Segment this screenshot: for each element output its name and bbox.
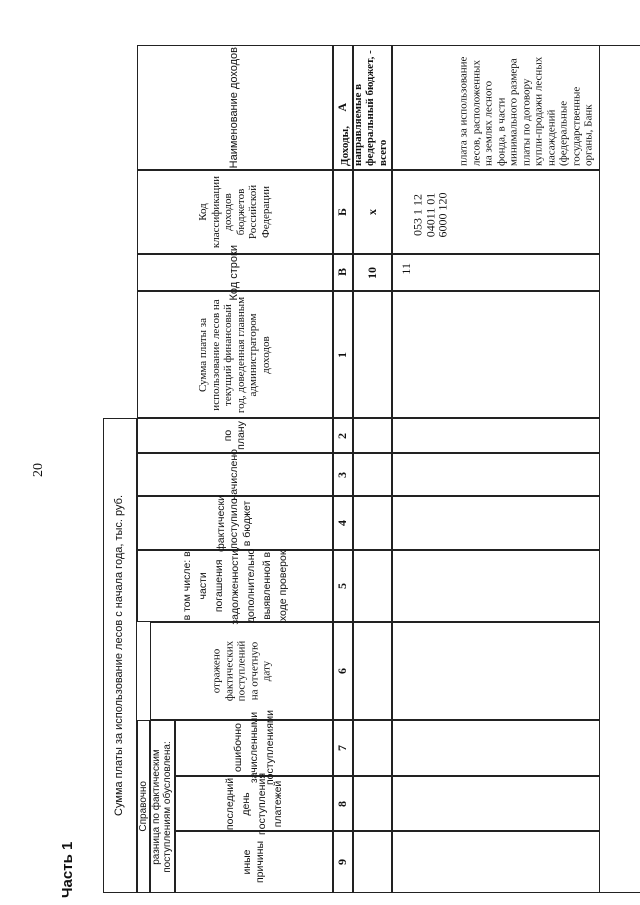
header-col3: начислено [137,453,333,496]
index-cell-6: 6 [333,622,353,720]
row2-c8 [392,776,600,831]
index-cell-7: 7 [333,720,353,776]
row1-rowcode-cell: 10 [353,254,392,291]
row1-code-cell: x [353,170,392,254]
header-col4: фактически поступило в бюджет [137,496,333,550]
header-code [137,170,333,254]
header-name: Наименование доходов [137,45,333,170]
header-diff: разница по фактическим поступлениям обусловлена: [150,720,175,893]
row1-c7 [353,720,392,776]
row2-c9 [392,831,600,893]
index-cell-v: В [333,254,353,291]
index-cell-4: 4 [333,496,353,550]
row1-c5 [353,550,392,622]
index-cell-9: 9 [333,831,353,893]
header-col6: отражено фактических поступлений на отчетную дату [150,622,333,720]
row2-c2 [392,418,600,453]
index-cell-b: Б [333,170,353,254]
row2-c4 [392,496,600,550]
row2-c3 [392,453,600,496]
index-cell-8: 8 [333,776,353,831]
row2-c5 [392,550,600,622]
header-col7: ошибочно зачисленными поступлениями [175,720,333,776]
index-cell-2: 2 [333,418,353,453]
header-row-code: Код строки [137,254,333,291]
index-cell-1: 1 [333,291,353,418]
row1-c3 [353,453,392,496]
header-group: Сумма платы за использование лесов с начала года, тыс. руб. [103,418,137,893]
row1-c2 [353,418,392,453]
row1-c8 [353,776,392,831]
page-number: 20 [31,463,46,477]
index-cell-5: 5 [333,550,353,622]
row1-c1 [353,291,392,418]
row2-c6 [392,622,600,720]
index-cell-a: А [333,45,353,170]
header-col5: в том числе: в части погашения задолженности, дополнительно выявленной в ходе проверок [137,550,333,622]
header-col2: по плану [137,418,333,453]
row1-c6 [353,622,392,720]
row2-rowcode-cell: 11 [392,254,600,291]
header-ref: Справочно [137,720,150,893]
header-col8: последний день поступления платежей [175,776,333,831]
row2-code-cell: 053 1 12 04011 01 6000 120 [392,170,600,254]
row2-c7 [392,720,600,776]
part-label: Часть 1 [59,841,76,898]
header-code-text: Код классификации доходов бюджетов Российской Федерации [197,175,272,249]
row1-name-cell: Доходы, направляемые в федеральный бюджет, - всего [353,45,392,170]
row1-c4 [353,496,392,550]
table-bottom-edge [600,45,640,893]
header-col1: Сумма платы за использование лесов на текущий финансовый год, доведенная главным администратором доходов [137,291,333,418]
index-cell-3: 3 [333,453,353,496]
row1-c9 [353,831,392,893]
header-col9: иные причины [175,831,333,893]
row2-name-cell: плата за использование лесов, расположенных на землях лесного фонда, в части минимального размера платы по договору купли-продажи лесных насаждений (федеральные государственные органы, Банк [392,45,600,170]
row2-c1 [392,291,600,418]
